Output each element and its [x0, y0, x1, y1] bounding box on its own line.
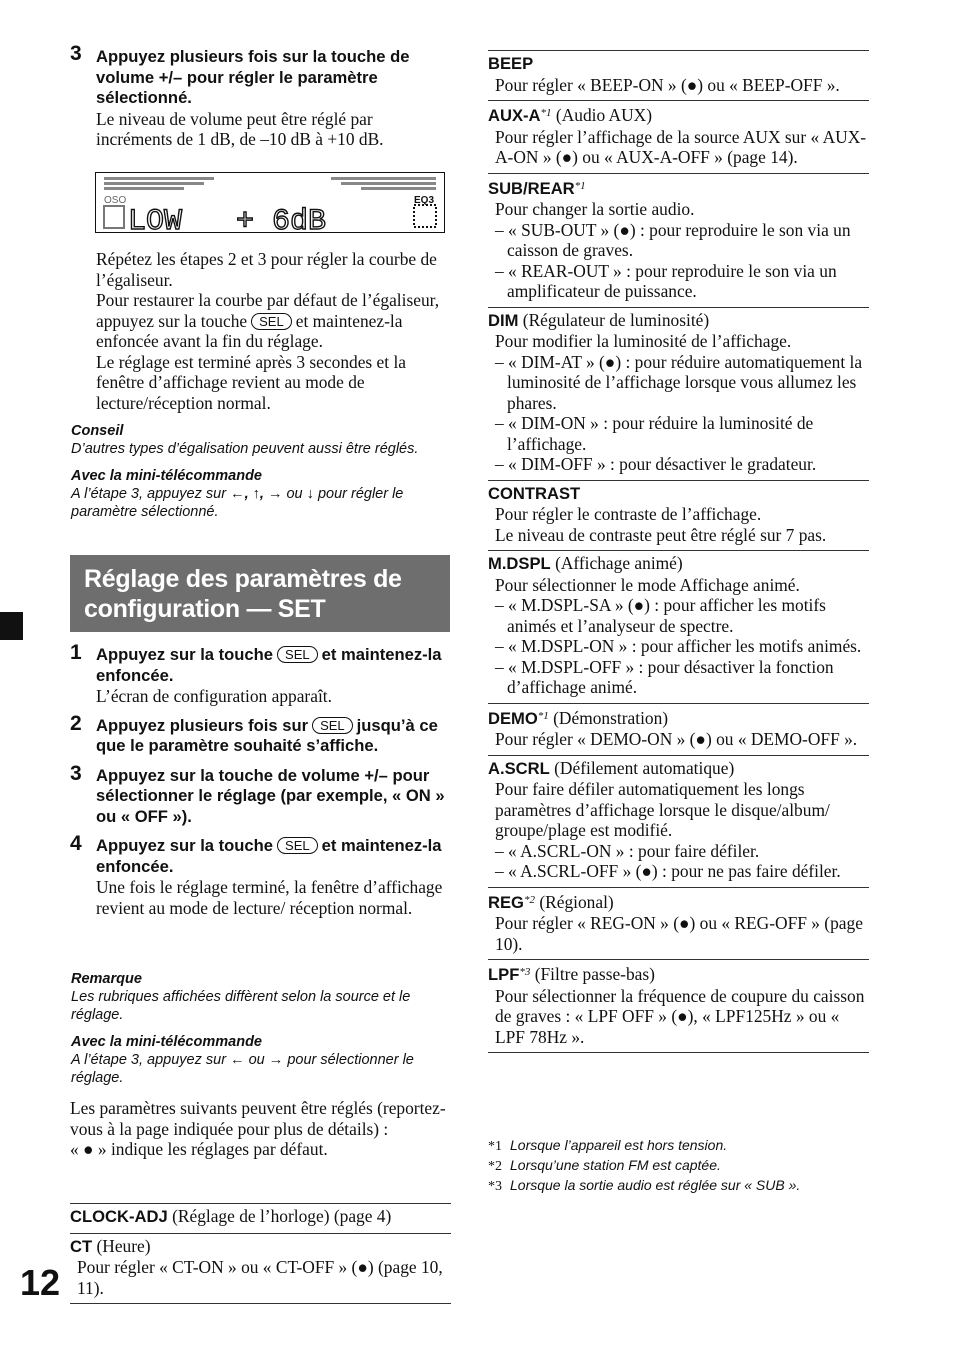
step-heading	[96, 645, 452, 686]
setting-name: LPF	[488, 965, 520, 984]
footnote-text: Lorsqu’une station FM est captée.	[510, 1157, 721, 1173]
paragraph: « ● » indique les réglages par défaut.	[70, 1139, 328, 1159]
sel-key: SEL	[251, 313, 292, 330]
step	[70, 711, 452, 757]
step-body: L’écran de configuration apparaît.	[96, 686, 332, 706]
setting-entry	[70, 1233, 451, 1304]
step-heading	[96, 836, 452, 877]
text: et maintenez-la enfoncée.	[96, 836, 442, 876]
setting-entry	[488, 887, 869, 960]
lcd-left-label: OSO	[104, 195, 127, 206]
step-heading: Appuyez plusieurs fois sur la touche de volume +/– pour régler le paramètre sélectionné.	[96, 47, 410, 107]
arrow-right-icon: , →	[259, 486, 283, 502]
step-body: Le niveau de volume peut être réglé par incréments de 1 dB, de –10 dB à +10 dB.	[96, 108, 384, 149]
setting-desc: (Régional)	[539, 891, 614, 912]
setting-desc: (Réglage de l’horloge) (page 4)	[172, 1206, 392, 1226]
setting-name: CONTRAST	[488, 483, 581, 503]
step-heading: Appuyez sur la touche de volume +/– pour sélectionner le réglage (par exemple, « ON » ou « OFF »).	[96, 765, 445, 826]
setting-text: Pour régler le contraste de l’affichage.	[495, 504, 762, 524]
setting-name: CLOCK-ADJ	[70, 1207, 168, 1226]
text: Pour restaurer la courbe par défaut de l’égaliseur, appuyez sur la touche	[96, 290, 440, 331]
lcd-display-illustration	[95, 172, 445, 233]
footnote-number: *1	[488, 1139, 502, 1154]
text: ou	[286, 486, 303, 502]
setting-text: Pour sélectionner la fréquence de coupure du caisson de graves : « LPF OFF » (●), « LPF125Hz » ou « LPF 78Hz ».	[495, 985, 865, 1047]
option-bullet: – « A.SCRL-ON » : pour faire défiler.	[495, 840, 760, 861]
setting-name: CT	[70, 1236, 93, 1256]
setting-text: Pour régler « BEEP-ON » (●) ou « BEEP-OFF ».	[495, 74, 840, 95]
setting-name: DEMO	[488, 708, 538, 728]
text: ou	[248, 1052, 265, 1068]
footnote-text: Lorsque l’appareil est hors tension.	[510, 1137, 728, 1153]
step-number: 3	[70, 761, 82, 785]
text: Appuyez plusieurs fois sur	[96, 715, 309, 735]
setting-entry	[488, 959, 869, 1052]
text: Appuyez sur la touche	[96, 645, 274, 664]
setting-desc: (Affichage animé)	[555, 553, 683, 573]
note-text: D’autres types d’égalisation peuvent aussi être réglés.	[71, 441, 419, 457]
note-title: Avec la mini-télécommande	[71, 1034, 262, 1050]
step-heading	[96, 716, 452, 757]
setting-name: SUB/REAR	[488, 178, 575, 198]
lcd-text: LOW + 6dB	[128, 205, 327, 232]
setting-entry	[488, 755, 869, 887]
footnote-ref: *1	[574, 179, 586, 192]
note-text	[71, 485, 456, 521]
option-bullet: – « M.DSPL-ON » : pour afficher les motifs animés.	[495, 636, 862, 656]
page-edge-tab	[0, 612, 23, 640]
setting-desc: (Heure)	[96, 1235, 151, 1256]
option-bullet: – « DIM-AT » (●) : pour réduire automatiquement la luminosité de l’affichage lorsque vous allumez les phares.	[495, 351, 863, 413]
setting-text: Pour régler « DEMO-ON » (●) ou « DEMO-OFF ».	[495, 729, 858, 749]
setting-entry	[488, 550, 869, 703]
text: et maintenez-la enfoncée.	[96, 645, 442, 685]
paragraph: Répétez les étapes 2 et 3 pour régler la courbe de l’égaliseur.	[96, 249, 437, 290]
setting-text: Pour changer la sortie audio.	[495, 199, 695, 219]
text: pour sélectionner le réglage.	[71, 1052, 414, 1086]
footnote-number: *3	[488, 1179, 502, 1194]
setting-text: Le niveau de contraste peut être réglé sur 7 pas.	[495, 524, 827, 545]
step-number: 4	[70, 832, 82, 855]
setting-desc: (Démonstration)	[553, 707, 669, 728]
arrow-up-icon: , ↑	[244, 486, 260, 502]
setting-text: Pour régler l’affichage de la source AUX sur « AUX-A-ON » (●) ou « AUX-A-OFF » (page 14).	[495, 126, 867, 167]
sel-key: SEL	[277, 837, 318, 854]
setting-text: Pour modifier la luminosité de l’affichage.	[495, 331, 792, 351]
step-number: 1	[70, 641, 82, 664]
text: A l’étape 3, appuyez sur	[71, 486, 227, 502]
footnote-ref: *3	[519, 966, 531, 978]
setting-desc: (Défilement automatique)	[554, 757, 735, 778]
setting-name: BEEP	[488, 54, 534, 73]
setting-text: Pour sélectionner le mode Affichage animé.	[495, 574, 800, 595]
text: A l’étape 3, appuyez sur	[71, 1052, 227, 1068]
text: Appuyez sur la touche	[96, 836, 274, 855]
note-text: Les rubriques affichées diffèrent selon la source et le réglage.	[71, 989, 411, 1023]
footnote-text: Lorsque la sortie audio est réglée sur « SUB ».	[510, 1177, 801, 1193]
footnote	[488, 1176, 888, 1196]
setting-entry	[70, 1203, 451, 1233]
option-bullet: – « DIM-ON » : pour réduire la luminosité de l’affichage.	[495, 413, 814, 454]
note-text	[71, 1051, 456, 1087]
note-title: Conseil	[71, 423, 124, 439]
setting-name: REG	[488, 892, 524, 912]
option-bullet: – « REAR-OUT » : pour reproduire le son via un amplificateur de puissance.	[495, 260, 837, 301]
setting-entry	[488, 100, 869, 173]
setting-desc: (Audio AUX)	[555, 105, 653, 125]
sel-key: SEL	[312, 717, 353, 734]
setting-text: Pour régler « CT-ON » ou « CT-OFF » (●) (page 10, 11).	[77, 1257, 443, 1298]
footnote	[488, 1136, 888, 1156]
option-bullet: – « M.DSPL-OFF » : pour désactiver la fonction d’affichage animé.	[495, 656, 834, 697]
step	[70, 641, 452, 707]
eq-instructions	[96, 249, 452, 413]
setting-text: Pour régler « REG-ON » (●) ou « REG-OFF » (page 10).	[495, 913, 863, 954]
setting-name: A.SCRL	[488, 758, 550, 778]
footnote	[488, 1156, 888, 1176]
step	[70, 832, 452, 918]
remark-note	[71, 970, 456, 1087]
footnotes	[488, 1136, 888, 1196]
setting-name: DIM	[488, 310, 519, 330]
paragraph: Le réglage est terminé après 3 secondes et la fenêtre d’affichage revient au mode de lecture/réception normal.	[96, 351, 406, 413]
note-title: Avec la mini-télécommande	[71, 468, 262, 484]
setting-name: M.DSPL	[488, 554, 551, 573]
footnote-ref: *1	[537, 709, 549, 722]
text: jusqu’à ce que le paramètre souhaité s’affiche.	[96, 715, 438, 755]
lcd-eq-label: EQ3	[414, 195, 435, 206]
paragraph: Les paramètres suivants peuvent être réglés (reportez-vous à la page indiquée pour plus de détails) :	[70, 1098, 446, 1139]
footnote-number: *2	[488, 1159, 502, 1174]
setting-text: Pour faire défiler automatiquement les longs paramètres d’affichage lorsque le disque/album/ groupe/plage est modifié.	[495, 779, 830, 840]
sel-key: SEL	[277, 646, 318, 663]
step-number: 3	[70, 42, 82, 65]
page-number: 12	[20, 1262, 61, 1303]
intro-text	[70, 1098, 450, 1160]
footnote-ref: *2	[523, 893, 535, 906]
step	[70, 761, 452, 828]
option-bullet: – « A.SCRL-OFF » (●) : pour ne pas faire défiler.	[495, 861, 841, 881]
step-body: Une fois le réglage terminé, la fenêtre d’affichage revient au mode de lecture/ réception normal.	[96, 877, 443, 918]
option-bullet: – « DIM-OFF » : pour désactiver le gradateur.	[495, 454, 817, 474]
paragraph	[96, 290, 452, 352]
setting-entry	[488, 703, 869, 755]
lcd-display-graphic	[96, 173, 444, 232]
note-title: Remarque	[71, 971, 142, 987]
setting-desc: (Régulateur de luminosité)	[522, 309, 710, 330]
arrow-right-icon: →	[268, 1052, 284, 1068]
arrow-down-icon: ↓	[306, 486, 314, 502]
setting-desc: (Filtre passe-bas)	[534, 964, 655, 984]
steps-list	[70, 641, 452, 918]
settings-table-right	[488, 50, 869, 1053]
text: et maintenez-la enfoncée avant la fin du réglage.	[96, 310, 403, 351]
setting-entry	[488, 173, 869, 307]
footnote-ref: *1	[540, 107, 552, 119]
setting-entry	[488, 480, 869, 551]
setting-name: AUX-A	[488, 106, 541, 125]
arrow-left-icon: ←	[230, 1052, 245, 1068]
setting-entry	[488, 50, 869, 100]
arrow-left-icon: ←	[230, 486, 245, 502]
step-3-block	[96, 47, 451, 150]
section-title: Réglage des paramètres de configuration — SET	[70, 555, 450, 632]
setting-entry	[488, 307, 869, 480]
option-bullet: – « M.DSPL-SA » (●) : pour afficher les motifs animés et l’analyseur de spectre.	[495, 595, 826, 636]
step-number: 2	[70, 711, 82, 735]
option-bullet: – « SUB-OUT » (●) : pour reproduire le son via un caisson de graves.	[495, 219, 851, 260]
tip-note	[71, 422, 456, 521]
text: pour régler le paramètre sélectionné.	[71, 486, 404, 520]
settings-table-left	[70, 1203, 451, 1304]
